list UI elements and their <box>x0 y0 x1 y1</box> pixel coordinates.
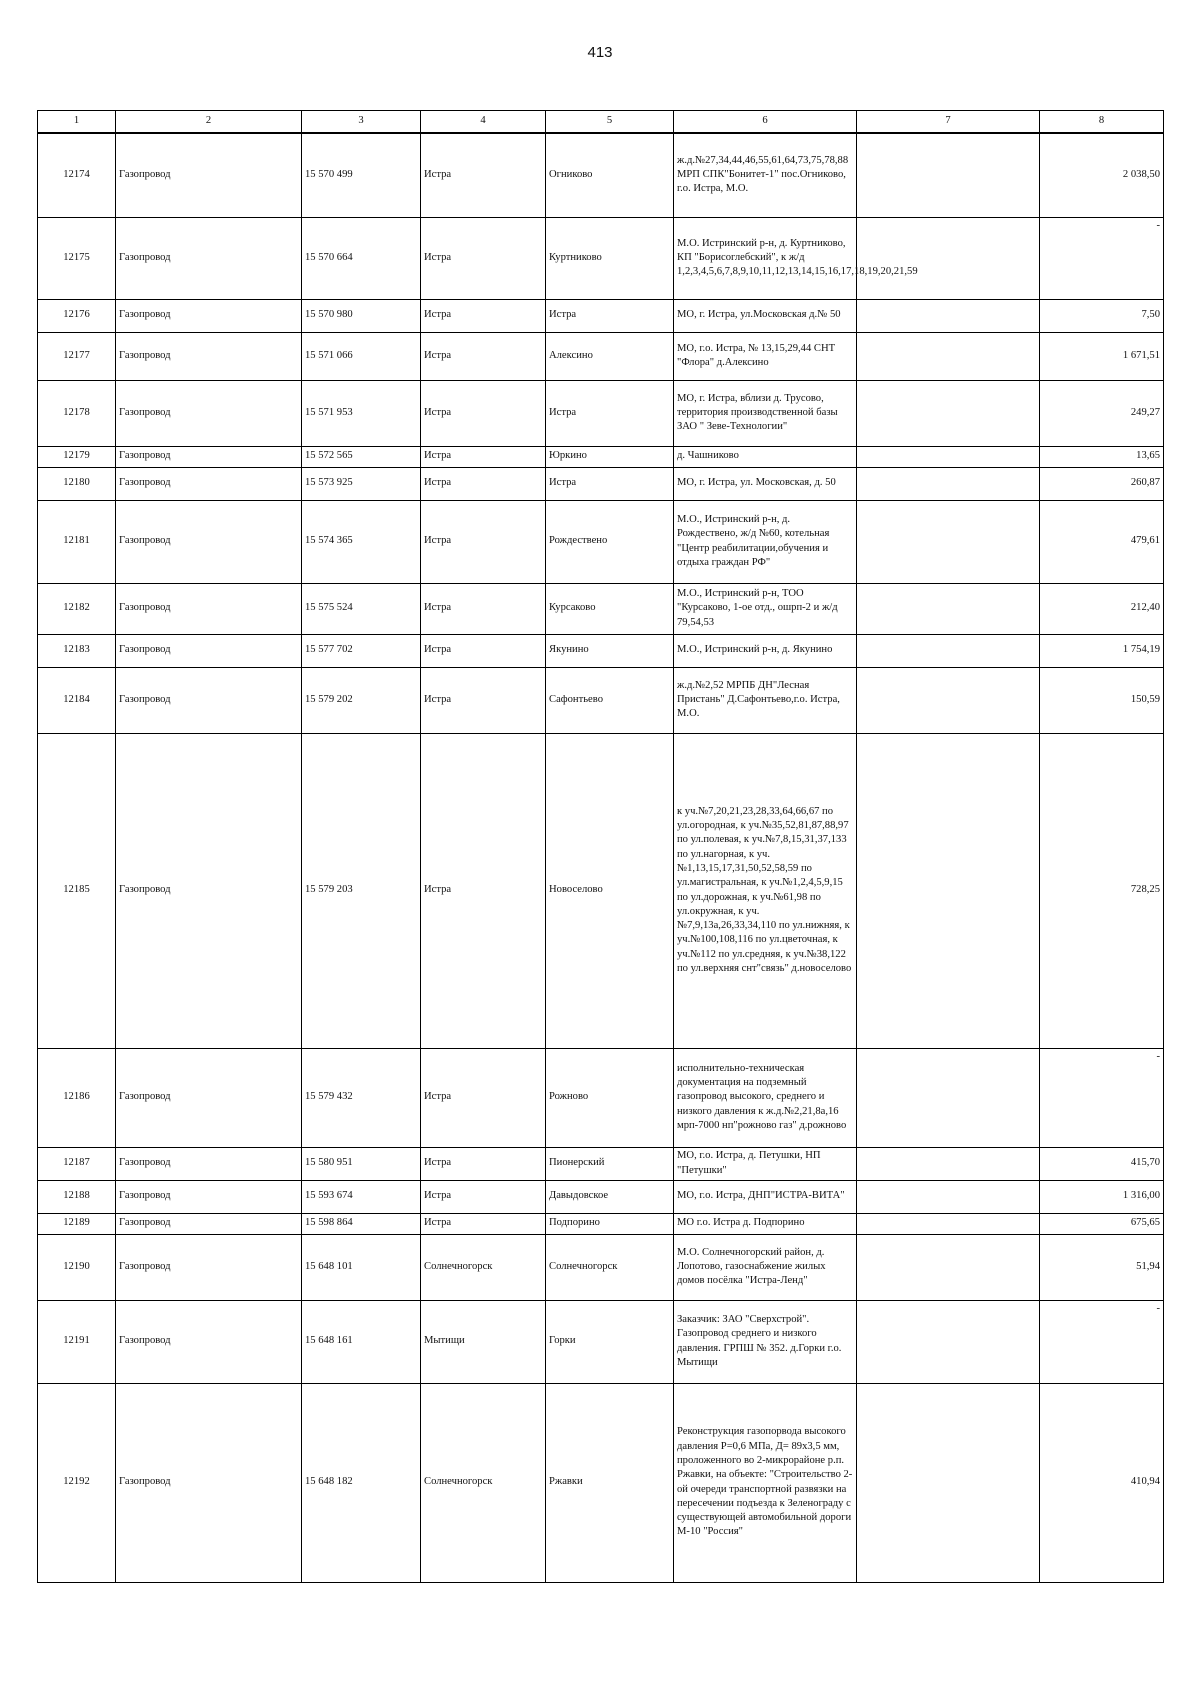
district-cell: Истра <box>421 583 546 634</box>
value-cell: 1 754,19 <box>1040 634 1164 667</box>
locality-cell: Рожново <box>546 1048 674 1147</box>
record-id-cell: 12190 <box>38 1234 116 1300</box>
record-id-cell: 12188 <box>38 1180 116 1213</box>
column-7-cell <box>857 1234 1040 1300</box>
column-7-cell <box>857 1300 1040 1383</box>
district-cell: Истра <box>421 332 546 380</box>
address-cell: д. Чашниково <box>674 446 857 467</box>
table-row <box>38 1234 1164 1300</box>
column-7-cell <box>857 1383 1040 1582</box>
address-cell: к уч.№7,20,21,23,28,33,64,66,67 по ул.огородная, к уч.№35,52,81,87,88,97 по ул.полевая, к уч.№7,8,15,31,37,133 по ул.нагорная, к уч.№1,13,15,17,31,50,52,58,59 по ул.магистральная, к уч.№1,2,4,5,9,15 по ул.дорожная, к уч.№61,98 по ул.окружная, к уч.№7,9,13а,26,33,34,110 по ул.нижняя, к уч.№100,108,116 по ул.цветочная, к уч.№112 по ул.средняя, к уч.№38,122 по ул.верхняя снт"связь" д.новоселово <box>674 733 857 1048</box>
object-name-cell: Газопровод <box>116 1300 302 1383</box>
column-7-cell <box>857 332 1040 380</box>
address-cell: ж.д.№27,34,44,46,55,61,64,73,75,78,88 МРП СПК"Бонитет-1" пос.Огниково, г.о. Истра, М.О. <box>674 133 857 217</box>
district-cell: Солнечногорск <box>421 1234 546 1300</box>
value-cell: 1 316,00 <box>1040 1180 1164 1213</box>
column-7-cell <box>857 1180 1040 1213</box>
record-id-cell: 12174 <box>38 133 116 217</box>
record-id-cell: 12186 <box>38 1048 116 1147</box>
value-cell: 249,27 <box>1040 380 1164 446</box>
record-id-cell: 12182 <box>38 583 116 634</box>
address-cell: Реконструкция газопорвода высокого давления Р=0,6 МПа, Д= 89х3,5 мм, проложенного во 2-микрорайоне р.п. Ржавки, на объекте: "Строительство 2-ой очереди транспортной развязки на пересечении подъезда к Зеленограду с существующей автомобильной дороги М-10 "Россия" <box>674 1383 857 1582</box>
object-name-cell: Газопровод <box>116 583 302 634</box>
record-id-cell: 12184 <box>38 667 116 733</box>
table-row <box>38 1048 1164 1147</box>
record-id-cell: 12192 <box>38 1383 116 1582</box>
address-cell: МО г.о. Истра д. Подпорино <box>674 1213 857 1234</box>
district-cell: Истра <box>421 467 546 500</box>
column-7-cell <box>857 133 1040 217</box>
address-cell: Заказчик: ЗАО "Сверхстрой". Газопровод среднего и низкого давления. ГРПШ № 352. д.Горки г.о. Мытищи <box>674 1300 857 1383</box>
address-cell: М.О., Истринский р-н, ТОО "Курсаково, 1-ое отд., ошрп-2 и ж/д 79,54,53 <box>674 583 857 634</box>
object-name-cell: Газопровод <box>116 667 302 733</box>
locality-cell: Якунино <box>546 634 674 667</box>
column-number-header: 2 <box>116 111 302 134</box>
address-cell: МО, г. Истра, ул.Московская д.№ 50 <box>674 299 857 332</box>
table-row <box>38 1213 1164 1234</box>
value-cell: 728,25 <box>1040 733 1164 1048</box>
object-name-cell: Газопровод <box>116 446 302 467</box>
district-cell: Истра <box>421 500 546 583</box>
address-cell: М.О., Истринский р-н, д. Якунино <box>674 634 857 667</box>
code-cell: 15 575 524 <box>302 583 421 634</box>
value-cell: 410,94 <box>1040 1383 1164 1582</box>
table-row <box>38 667 1164 733</box>
table-row <box>38 217 1164 299</box>
value-cell: 51,94 <box>1040 1234 1164 1300</box>
registry-table <box>37 110 1164 1583</box>
column-number-header: 6 <box>674 111 857 134</box>
locality-cell: Сафонтьево <box>546 667 674 733</box>
record-id-cell: 12176 <box>38 299 116 332</box>
locality-cell: Алексино <box>546 332 674 380</box>
column-number-header: 1 <box>38 111 116 134</box>
code-cell: 15 648 161 <box>302 1300 421 1383</box>
district-cell: Истра <box>421 217 546 299</box>
column-number-header: 3 <box>302 111 421 134</box>
value-cell: - <box>1040 1048 1164 1147</box>
value-cell: 1 671,51 <box>1040 332 1164 380</box>
record-id-cell: 12177 <box>38 332 116 380</box>
column-7-cell <box>857 446 1040 467</box>
locality-cell: Подпорино <box>546 1213 674 1234</box>
record-id-cell: 12191 <box>38 1300 116 1383</box>
address-cell: М.О. Истринский р-н, д. Куртниково, КП "Борисоглебский", к ж/д 1,2,3,4,5,6,7,8,9,10,11,12,13,14,15,16,17,18,19,20,21,59 <box>674 217 857 299</box>
code-cell: 15 571 066 <box>302 332 421 380</box>
table-row <box>38 733 1164 1048</box>
table-row <box>38 299 1164 332</box>
code-cell: 15 570 980 <box>302 299 421 332</box>
column-7-cell <box>857 634 1040 667</box>
table-row <box>38 380 1164 446</box>
record-id-cell: 12180 <box>38 467 116 500</box>
locality-cell: Давыдовское <box>546 1180 674 1213</box>
code-cell: 15 574 365 <box>302 500 421 583</box>
locality-cell: Пионерский <box>546 1147 674 1180</box>
district-cell: Истра <box>421 667 546 733</box>
code-cell: 15 579 203 <box>302 733 421 1048</box>
object-name-cell: Газопровод <box>116 467 302 500</box>
code-cell: 15 593 674 <box>302 1180 421 1213</box>
value-cell: 212,40 <box>1040 583 1164 634</box>
value-cell: 260,87 <box>1040 467 1164 500</box>
object-name-cell: Газопровод <box>116 299 302 332</box>
code-cell: 15 648 182 <box>302 1383 421 1582</box>
record-id-cell: 12178 <box>38 380 116 446</box>
district-cell: Истра <box>421 1147 546 1180</box>
record-id-cell: 12183 <box>38 634 116 667</box>
column-number-header: 4 <box>421 111 546 134</box>
object-name-cell: Газопровод <box>116 1234 302 1300</box>
record-id-cell: 12179 <box>38 446 116 467</box>
locality-cell: Огниково <box>546 133 674 217</box>
table-row <box>38 583 1164 634</box>
address-cell: МО, г. Истра, вблизи д. Трусово, территория производственной базы ЗАО " Зеве-Технологии" <box>674 380 857 446</box>
object-name-cell: Газопровод <box>116 1383 302 1582</box>
code-cell: 15 571 953 <box>302 380 421 446</box>
address-cell: исполнительно-техническая документация на подземный газопровод высокого, среднего и низкого давления к ж.д.№2,21,8а,16 мрп-7000 нп"рожново газ" д.рожново <box>674 1048 857 1147</box>
table-row <box>38 467 1164 500</box>
table-row <box>38 446 1164 467</box>
table-row <box>38 1180 1164 1213</box>
column-7-cell <box>857 1147 1040 1180</box>
address-cell: МО, г.о. Истра, ДНП"ИСТРА-ВИТА" <box>674 1180 857 1213</box>
code-cell: 15 648 101 <box>302 1234 421 1300</box>
column-7-cell <box>857 500 1040 583</box>
record-id-cell: 12181 <box>38 500 116 583</box>
table-row <box>38 332 1164 380</box>
object-name-cell: Газопровод <box>116 634 302 667</box>
object-name-cell: Газопровод <box>116 380 302 446</box>
object-name-cell: Газопровод <box>116 500 302 583</box>
code-cell: 15 570 664 <box>302 217 421 299</box>
locality-cell: Солнечногорск <box>546 1234 674 1300</box>
object-name-cell: Газопровод <box>116 332 302 380</box>
table-row <box>38 1147 1164 1180</box>
district-cell: Истра <box>421 634 546 667</box>
code-cell: 15 580 951 <box>302 1147 421 1180</box>
district-cell: Истра <box>421 446 546 467</box>
locality-cell: Рождествено <box>546 500 674 583</box>
column-7-cell <box>857 467 1040 500</box>
address-cell: ж.д.№2,52 МРПБ ДН"Лесная Пристань" Д.Сафонтьево,г.о. Истра, М.О. <box>674 667 857 733</box>
object-name-cell: Газопровод <box>116 733 302 1048</box>
code-cell: 15 570 499 <box>302 133 421 217</box>
district-cell: Истра <box>421 1180 546 1213</box>
table-row <box>38 1383 1164 1582</box>
district-cell: Истра <box>421 133 546 217</box>
table-row <box>38 634 1164 667</box>
district-cell: Солнечногорск <box>421 1383 546 1582</box>
record-id-cell: 12175 <box>38 217 116 299</box>
value-cell: 13,65 <box>1040 446 1164 467</box>
record-id-cell: 12187 <box>38 1147 116 1180</box>
column-number-header: 8 <box>1040 111 1164 134</box>
object-name-cell: Газопровод <box>116 1048 302 1147</box>
column-7-cell <box>857 1213 1040 1234</box>
locality-cell: Истра <box>546 299 674 332</box>
address-cell: МО, г.о. Истра, № 13,15,29,44 СНТ "Флора" д.Алексино <box>674 332 857 380</box>
district-cell: Истра <box>421 733 546 1048</box>
column-7-cell <box>857 583 1040 634</box>
code-cell: 15 577 702 <box>302 634 421 667</box>
district-cell: Истра <box>421 1048 546 1147</box>
object-name-cell: Газопровод <box>116 217 302 299</box>
locality-cell: Курсаково <box>546 583 674 634</box>
value-cell: 7,50 <box>1040 299 1164 332</box>
value-cell: 479,61 <box>1040 500 1164 583</box>
district-cell: Истра <box>421 299 546 332</box>
record-id-cell: 12185 <box>38 733 116 1048</box>
locality-cell: Горки <box>546 1300 674 1383</box>
column-number-header: 5 <box>546 111 674 134</box>
code-cell: 15 579 432 <box>302 1048 421 1147</box>
column-7-cell <box>857 733 1040 1048</box>
table-row <box>38 1300 1164 1383</box>
address-cell: МО, г.о. Истра, д. Петушки, НП "Петушки" <box>674 1147 857 1180</box>
locality-cell: Ржавки <box>546 1383 674 1582</box>
district-cell: Мытищи <box>421 1300 546 1383</box>
column-7-cell <box>857 380 1040 446</box>
address-cell: МО, г. Истра, ул. Московская, д. 50 <box>674 467 857 500</box>
district-cell: Истра <box>421 1213 546 1234</box>
column-7-cell <box>857 1048 1040 1147</box>
object-name-cell: Газопровод <box>116 1213 302 1234</box>
object-name-cell: Газопровод <box>116 133 302 217</box>
value-cell: - <box>1040 217 1164 299</box>
code-cell: 15 598 864 <box>302 1213 421 1234</box>
district-cell: Истра <box>421 380 546 446</box>
code-cell: 15 579 202 <box>302 667 421 733</box>
locality-cell: Юркино <box>546 446 674 467</box>
object-name-cell: Газопровод <box>116 1180 302 1213</box>
record-id-cell: 12189 <box>38 1213 116 1234</box>
column-number-row <box>38 111 1164 134</box>
column-number-header: 7 <box>857 111 1040 134</box>
object-name-cell: Газопровод <box>116 1147 302 1180</box>
value-cell: - <box>1040 1300 1164 1383</box>
address-cell: М.О. Солнечногорский район, д. Лопотово, газоснабжение жилых домов посёлка "Истра-Ленд" <box>674 1234 857 1300</box>
table-row <box>38 500 1164 583</box>
code-cell: 15 573 925 <box>302 467 421 500</box>
locality-cell: Истра <box>546 380 674 446</box>
locality-cell: Истра <box>546 467 674 500</box>
address-cell: М.О., Истринский р-н, д. Рождествено, ж/д №60, котельная "Центр реабилитации,обучения и отдыха граждан РФ" <box>674 500 857 583</box>
page-number: 413 <box>587 44 613 61</box>
code-cell: 15 572 565 <box>302 446 421 467</box>
table-row <box>38 133 1164 217</box>
value-cell: 150,59 <box>1040 667 1164 733</box>
locality-cell: Новоселово <box>546 733 674 1048</box>
value-cell: 2 038,50 <box>1040 133 1164 217</box>
locality-cell: Куртниково <box>546 217 674 299</box>
value-cell: 415,70 <box>1040 1147 1164 1180</box>
column-7-cell <box>857 217 1040 299</box>
column-7-cell <box>857 299 1040 332</box>
value-cell: 675,65 <box>1040 1213 1164 1234</box>
column-7-cell <box>857 667 1040 733</box>
